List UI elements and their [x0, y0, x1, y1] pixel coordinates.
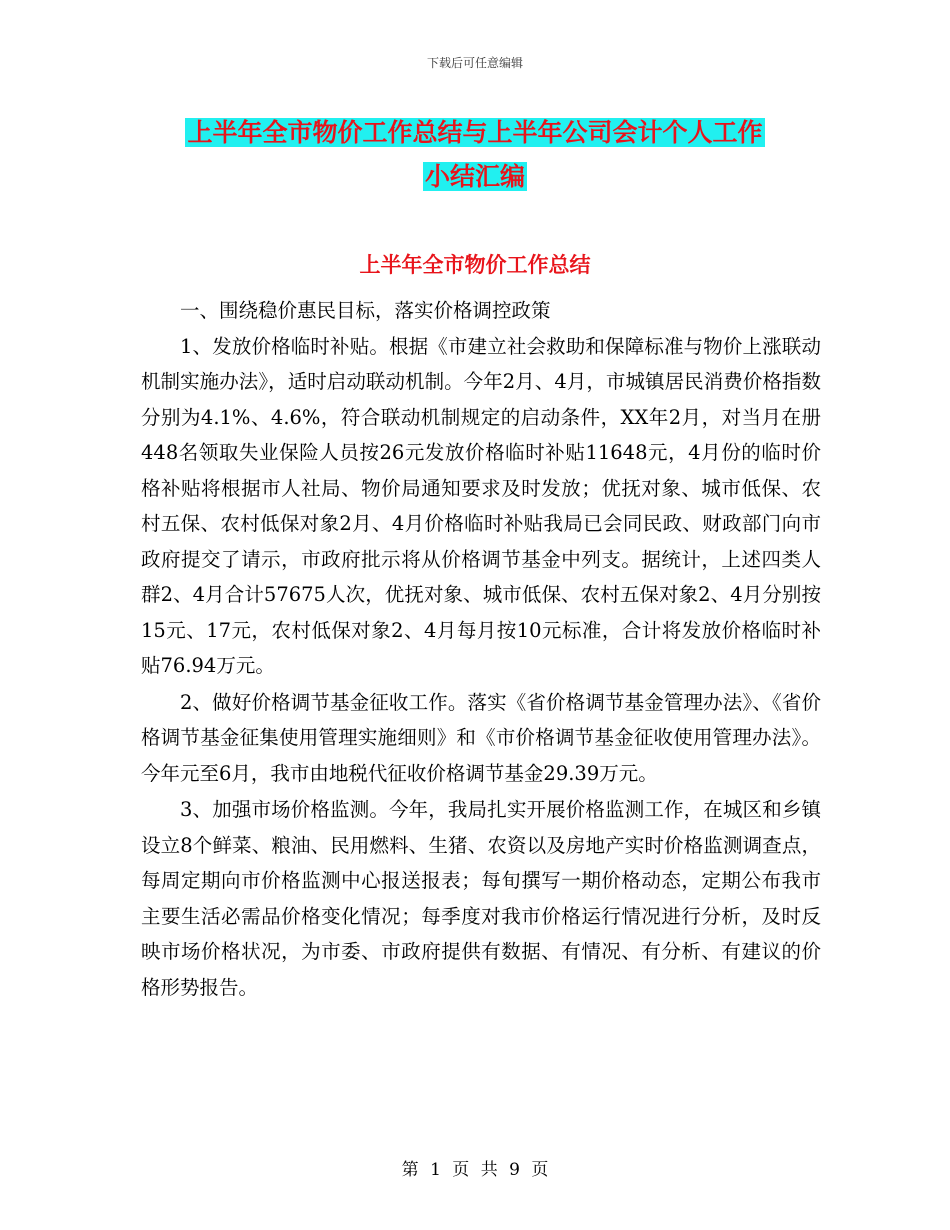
- document-title-line-2: 小结汇编: [424, 162, 525, 191]
- paragraph-1: 1、发放价格临时补贴。根据《市建立社会救助和保障标准与物价上涨联动机制实施办法》，适时启动联动机制。今年2月、4月，市城镇居民消费价格指数分别为4.1%、4.6%，符合联动机制规定的启动条件，XX年2月，对当月在册448名领取失业保险人员按26元发放价格临时补贴11648元，4月份的临时价格补贴将根据市人社局、物价局通知要求及时发放；优抚对象、城市低保、农村五保、农村低保对象2月、4月价格临时补贴我局已会同民政、财政部门向市政府提交了请示，市政府批示将从价格调节基金中列支。据统计，上述四类人群2、4月合计57675人次，优抚对象、城市低保、农村五保对象2、4月分别按15元、17元，农村低保对象2、4月每月按10元标准，合计将发放价格临时补贴76.94万元。: [141, 334, 821, 677]
- paragraph-heading: 一、围绕稳价惠民目标，落实价格调控政策: [180, 299, 551, 322]
- body-text: [141, 293, 821, 1005]
- section-title: 上半年全市物价工作总结: [359, 253, 591, 277]
- page-number-footer: 第 1 页 共 9 页: [401, 1160, 549, 1180]
- header-note: 下载后可任意编辑: [426, 56, 523, 70]
- document-title: [0, 111, 950, 199]
- paragraph-2: 2、做好价格调节基金征收工作。落实《省价格调节基金管理办法》、《省价格调节基金征集使用管理实施细则》和《市价格调节基金征收使用管理办法》。今年元至6月，我市由地税代征收价格调节基金29.39万元。: [141, 690, 821, 785]
- paragraph-3: 3、加强市场价格监测。今年，我局扎实开展价格监测工作，在城区和乡镇设立8个鲜菜、粮油、民用燃料、生猪、农资以及房地产实时价格监测调查点，每周定期向市价格监测中心报送报表；每旬撰写一期价格动态，定期公布我市主要生活必需品价格变化情况；每季度对我市价格运行情况进行分析，及时反映市场价格状况，为市委、市政府提供有数据、有情况、有分析、有建议的价格形势报告。: [141, 798, 821, 999]
- document-title-line-1: 上半年全市物价工作总结与上半年公司会计个人工作: [187, 118, 763, 147]
